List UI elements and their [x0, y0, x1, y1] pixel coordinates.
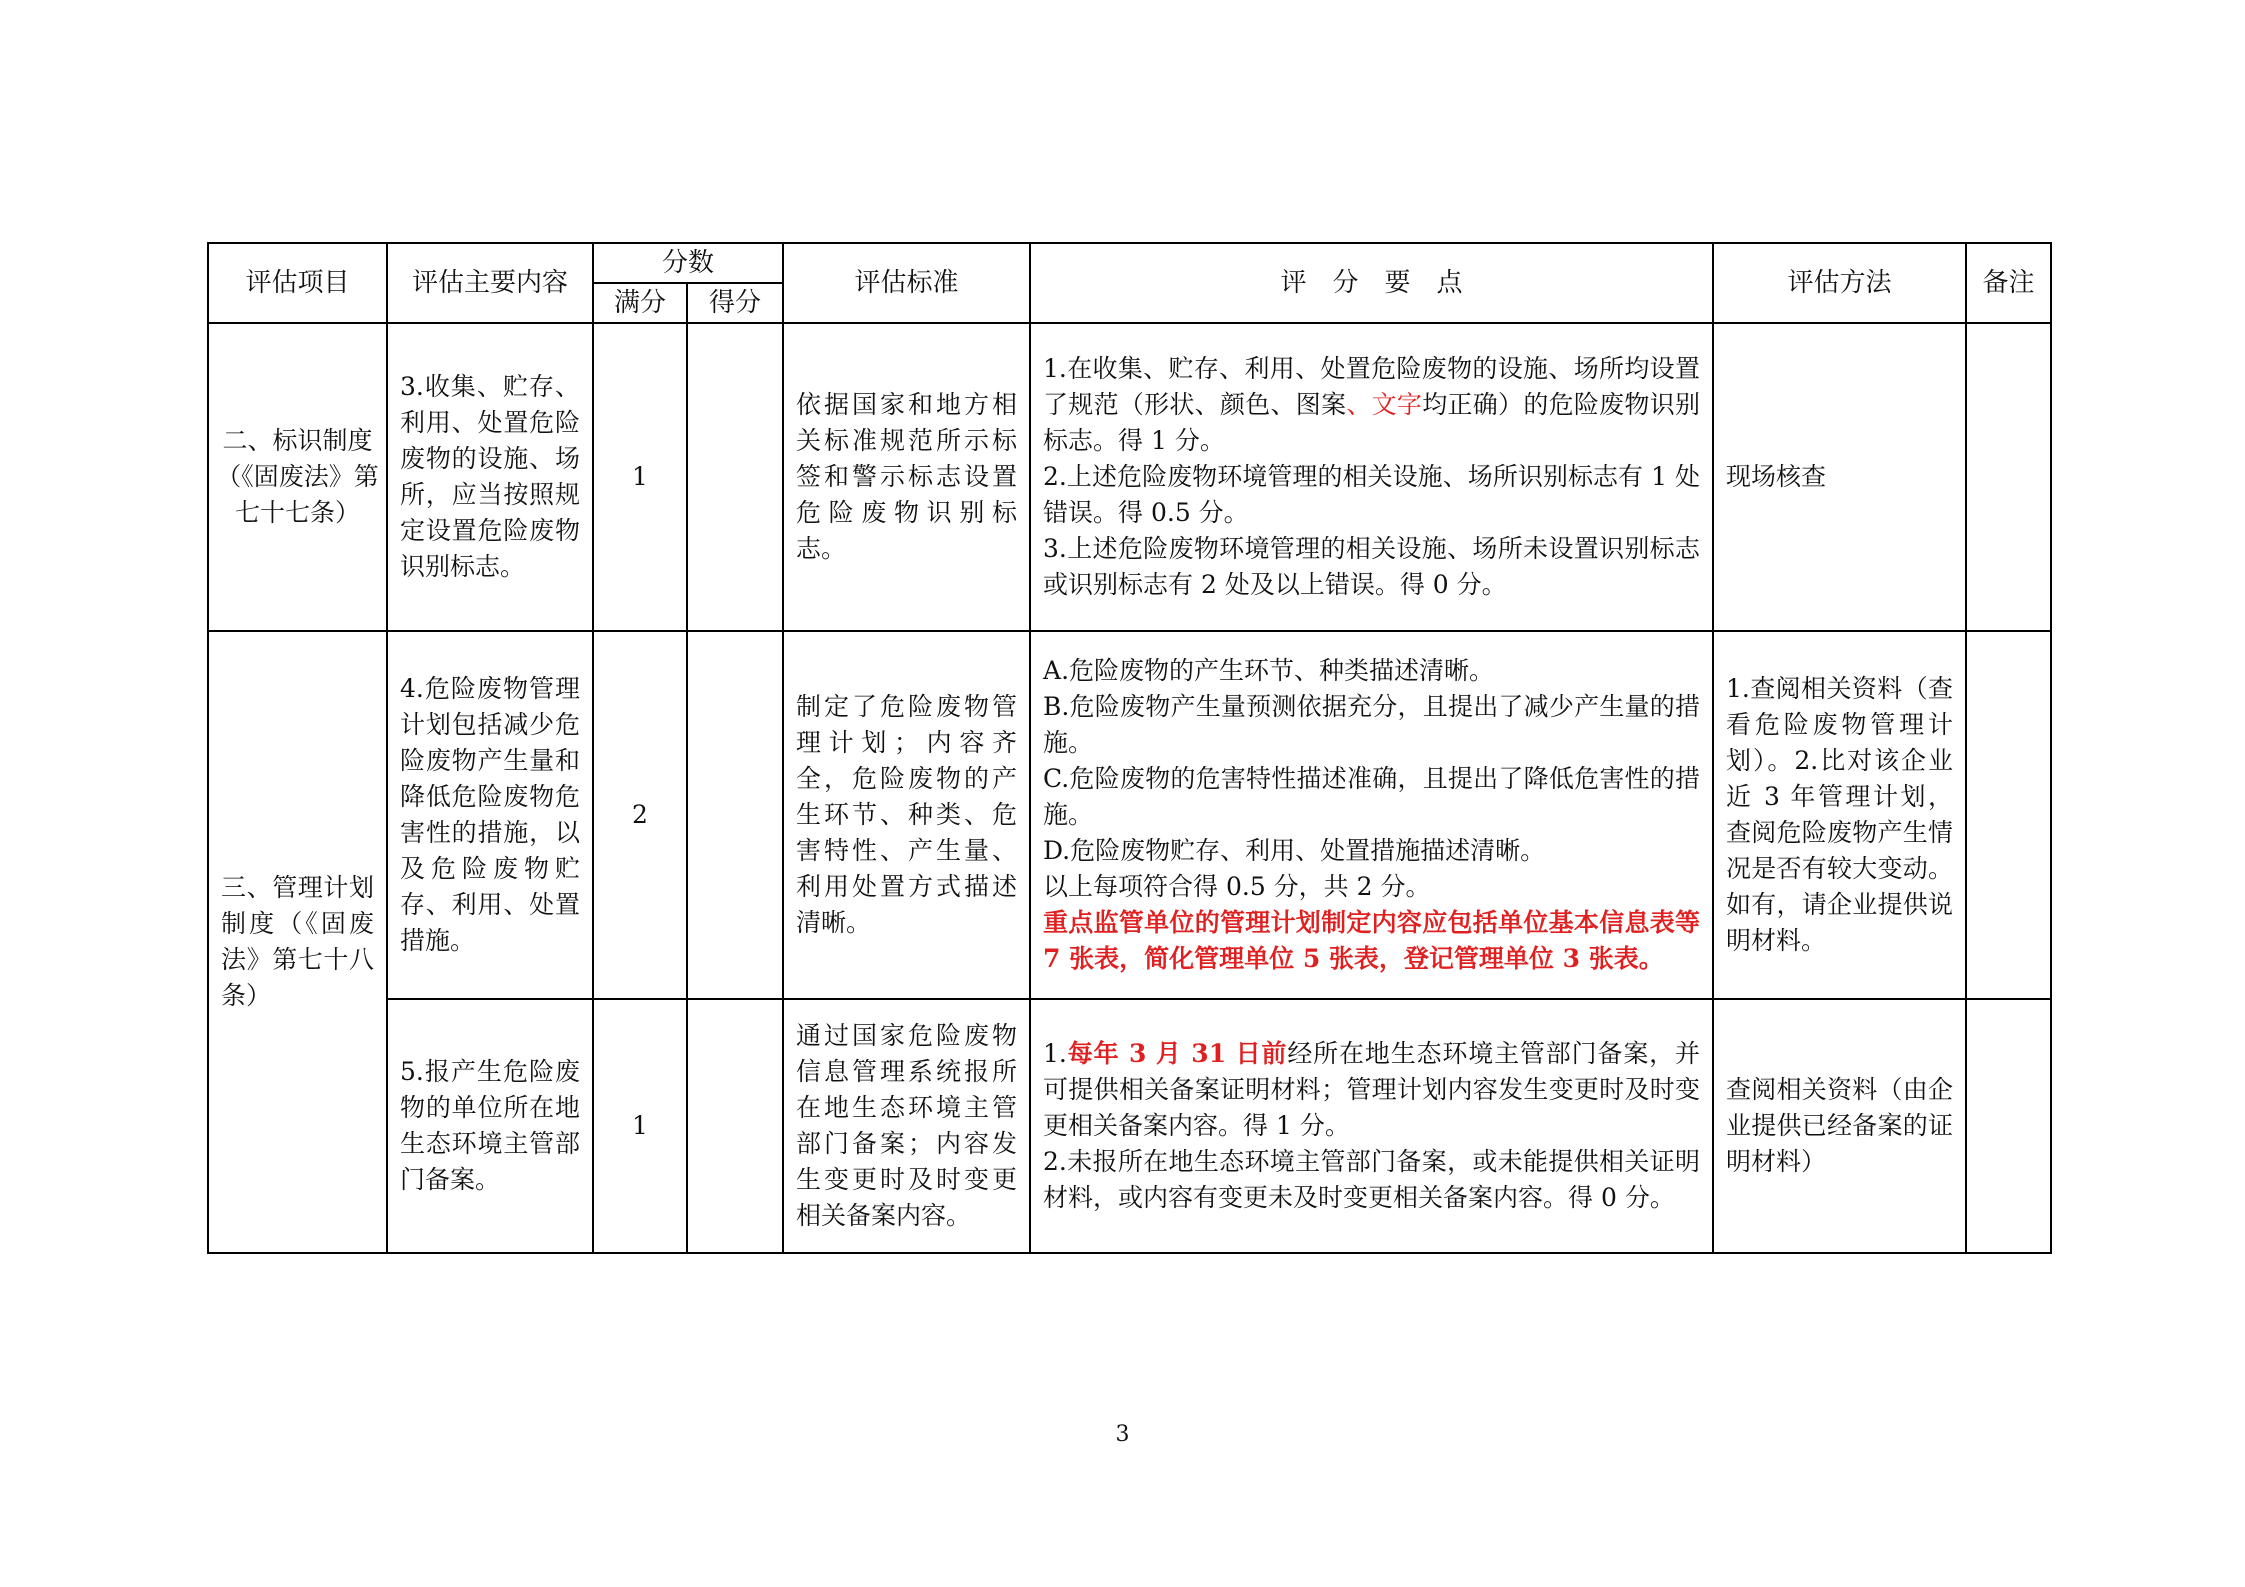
table-row	[208, 631, 2051, 999]
cell-project: 三、管理计划制度（《固废法》第七十八条）	[208, 631, 387, 1253]
point-text: 均正确）的危险废物识别标志。得 1 分。	[1043, 390, 1700, 455]
cell-content: 5.报产生危险废物的单位所在地生态环境主管部门备案。	[387, 999, 593, 1253]
point-text: 1.在收集、贮存、利用、处置危险废物的设施、场所均设置了规范（形状、颜色、图案	[1043, 354, 1701, 419]
cell-obtained-score	[687, 323, 783, 631]
point-line	[1043, 351, 1700, 459]
cell-full-score: 1	[593, 999, 687, 1253]
point-line: 2.未报所在地生态环境主管部门备案，或未能提供相关证明材料，或内容有变更未及时变更相关备案内容。得 0 分。	[1043, 1147, 1701, 1212]
cell-obtained-score	[687, 999, 783, 1253]
cell-points	[1030, 631, 1713, 999]
cell-standard: 制定了危险废物管理计划；内容齐全，危险废物的产生环节、种类、危害特性、产生量、利用处置方式描述清晰。	[783, 631, 1030, 999]
header-main-content: 评估主要内容	[387, 243, 593, 323]
header-project: 评估项目	[208, 243, 387, 323]
cell-content: 4.危险废物管理计划包括减少危险废物产生量和降低危险废物危害性的措施，以及危险废物贮存、利用、处置措施。	[387, 631, 593, 999]
cell-method: 现场核查	[1713, 323, 1966, 631]
point-line: B.危险废物产生量预测依据充分，且提出了减少产生量的措施。	[1043, 692, 1701, 757]
point-line: D.危险废物贮存、利用、处置措施描述清晰。	[1043, 836, 1546, 865]
header-full-score: 满分	[593, 283, 687, 323]
cell-standard: 依据国家和地方相关标准规范所示标签和警示标志设置危险废物识别标志。	[783, 323, 1030, 631]
cell-content: 3.收集、贮存、利用、处置危险废物的设施、场所，应当按照规定设置危险废物识别标志。	[387, 323, 593, 631]
cell-full-score: 1	[593, 323, 687, 631]
point-text: 经所在地生态环境主管部门备案，并可提供相关备案证明材料；管理计划内容发生变更时及时变更相关备案内容。得 1 分。	[1043, 1039, 1701, 1140]
header-remark: 备注	[1966, 243, 2051, 323]
table-row	[208, 323, 2051, 631]
cell-points	[1030, 999, 1713, 1253]
cell-method: 1.查阅相关资料（查看危险废物管理计划）。2.比对该企业近 3 年管理计划，查阅危险废物产生情况是否有较大变动。如有，请企业提供说明材料。	[1713, 631, 1966, 999]
header-obtained-score: 得分	[687, 283, 783, 323]
point-line: 以上每项符合得 0.5 分，共 2 分。	[1043, 872, 1431, 901]
table-row	[208, 999, 2051, 1253]
point-line: A.危险废物的产生环节、种类描述清晰。	[1043, 656, 1495, 685]
header-row	[208, 243, 2051, 283]
cell-project: 二、标识制度（《固废法》第七十七条）	[208, 323, 387, 631]
cell-standard: 通过国家危险废物信息管理系统报所在地生态环境主管部门备案；内容发生变更时及时变更相关备案内容。	[783, 999, 1030, 1253]
cell-remark	[1966, 323, 2051, 631]
point-text: 1.	[1043, 1039, 1067, 1068]
point-line	[1043, 1036, 1700, 1144]
evaluation-table	[207, 242, 2052, 1254]
header-standard: 评估标准	[783, 243, 1030, 323]
point-red-text: 每年 3 月 31 日前	[1066, 1039, 1288, 1068]
point-line: 3.上述危险废物环境管理的相关设施、场所未设置识别标志或识别标志有 2 处及以上错误。得 0 分。	[1043, 534, 1701, 599]
header-method: 评估方法	[1713, 243, 1966, 323]
cell-full-score: 2	[593, 631, 687, 999]
header-score: 分数	[593, 243, 783, 283]
cell-remark	[1966, 999, 2051, 1253]
cell-method: 查阅相关资料（由企业提供已经备案的证明材料）	[1713, 999, 1966, 1253]
page-number: 3	[1115, 1422, 1130, 1447]
point-red-text: 、文字	[1346, 390, 1423, 419]
cell-points	[1030, 323, 1713, 631]
point-line: C.危险废物的危害特性描述准确，且提出了降低危害性的措施。	[1043, 764, 1701, 829]
point-red-note: 重点监管单位的管理计划制定内容应包括单位基本信息表等 7 张表，简化管理单位 5 张表，登记管理单位 3 张表。	[1043, 908, 1701, 973]
header-points: 评 分 要 点	[1030, 243, 1713, 323]
cell-remark	[1966, 631, 2051, 999]
point-line: 2.上述危险废物环境管理的相关设施、场所识别标志有 1 处错误。得 0.5 分。	[1043, 462, 1701, 527]
cell-obtained-score	[687, 631, 783, 999]
